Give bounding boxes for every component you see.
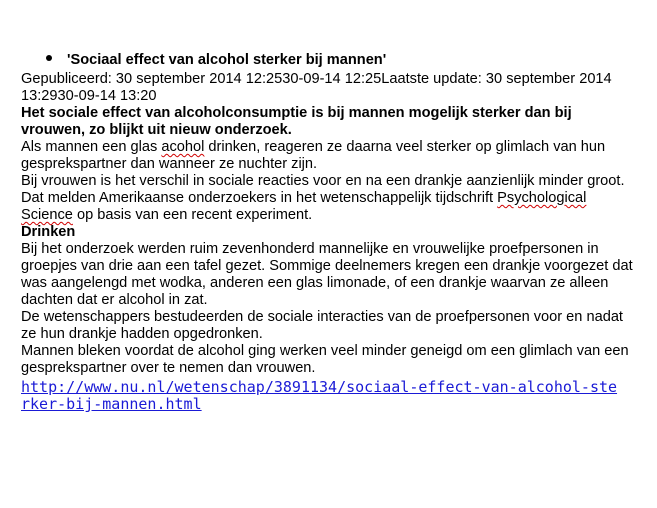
paragraph-3-end: op basis van een recent experiment. xyxy=(72,207,313,223)
paragraph-2: Bij vrouwen is het verschil in sociale reacties voor en na een drankje aanzienlijk minder groot. xyxy=(21,173,625,189)
article-title: 'Sociaal effect van alcohol sterker bij mannen' xyxy=(67,52,387,68)
bullet-icon xyxy=(46,55,52,61)
source-link[interactable]: http://www.nu.nl/wetenschap/3891134/sociaal-effect-van-alcohol-sterker-bij-mannen.html xyxy=(21,378,618,413)
publication-meta xyxy=(21,71,637,105)
misspelled-word: acohol xyxy=(161,139,205,155)
meta-line-2: 13:2930-09-14 13:20 xyxy=(21,88,157,104)
paragraph-1-end: drinken, reageren ze daarna veel sterker op glimlach van hun gesprekspartner dan wanneer ze nuchter zijn. xyxy=(21,139,606,172)
journal-name: Psychological Science xyxy=(21,190,587,223)
subheading: Drinken xyxy=(21,224,76,240)
paragraph-6: Mannen bleken voordat de alcohol ging werken veel minder geneigd om een glimlach van een gesprekspartner over te nemen dan vrouwen. xyxy=(21,343,629,376)
meta-line-1: Gepubliceerd: 30 september 2014 12:2530-09-14 12:25Laatste update: 30 september 2014 xyxy=(21,71,612,87)
document-body xyxy=(21,52,637,413)
article-lead: Het sociale effect van alcoholconsumptie is bij mannen mogelijk sterker dan bij vrouwen, zo blijkt uit nieuw onderzoek. xyxy=(21,105,572,138)
paragraph-5: De wetenschappers bestudeerden de sociale interacties van de proefpersonen voor en nadat ze hun drankje hadden opgedronken. xyxy=(21,309,623,342)
paragraph-3 xyxy=(21,190,637,224)
title-list-item xyxy=(46,52,637,69)
paragraph-3-start: Dat melden Amerikaanse onderzoekers in het wetenschappelijk tijdschrift xyxy=(21,190,498,206)
paragraph-1 xyxy=(21,139,637,173)
paragraph-1-start: Als mannen een glas xyxy=(21,139,162,155)
paragraph-4: Bij het onderzoek werden ruim zevenhonderd mannelijke en vrouwelijke proefpersonen in groepjes van drie aan een tafel gezet. Sommige deelnemers kregen een drankje voorgezet dat was aangelengd met wodka, anderen een glas limonade, of een drankje waarvan ze alleen dachten dat er alcohol in zat. xyxy=(21,241,633,308)
